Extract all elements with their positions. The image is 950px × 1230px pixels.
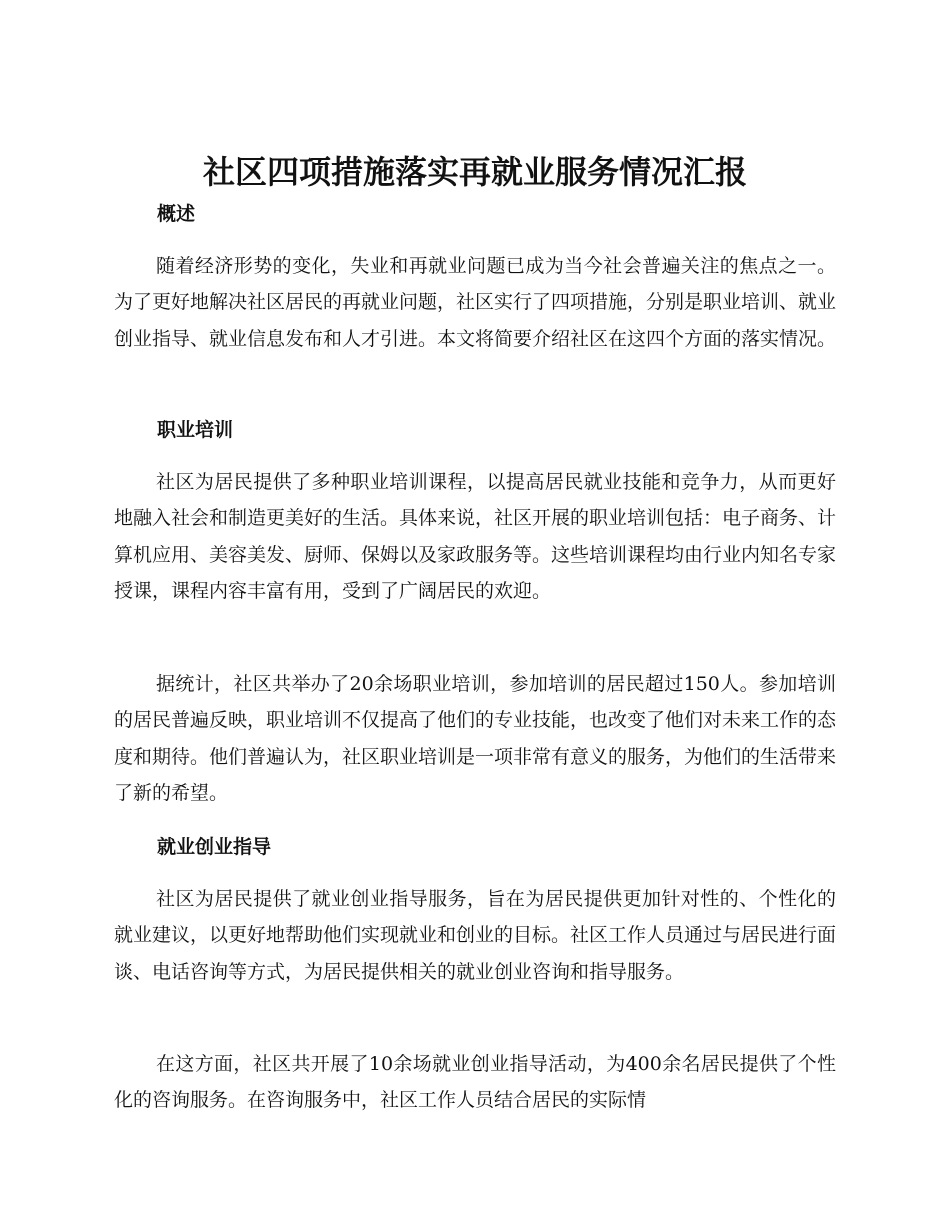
paragraph-guidance-2: 在这方面，社区共开展了10余场就业创业指导活动，为400余名居民提供了个性化的咨询服务。在咨询服务中，社区工作人员结合居民的实际情: [114, 1053, 836, 1112]
section-heading-employment-guidance: 就业创业指导: [157, 836, 272, 858]
paragraph-training-1: 社区为居民提供了多种职业培训课程，以提高居民就业技能和竞争力，从而更好地融入社会和制造更美好的生活。具体来说，社区开展的职业培训包括：电子商务、计算机应用、美容美发、厨师、保姆以及家政服务等。这些培训课程均由行业内知名专家授课，课程内容丰富有用，受到了广阔居民的欢迎。: [114, 471, 837, 602]
section-heading-overview: 概述: [157, 203, 196, 225]
paragraph-guidance-1: 社区为居民提供了就业创业指导服务，旨在为居民提供更加针对性的、个性化的就业建议，以更好地帮助他们实现就业和创业的目标。社区工作人员通过与居民进行面谈、电话咨询等方式，为居民提供相关的就业创业咨询和指导服务。: [114, 888, 837, 983]
section-heading-vocational-training: 职业培训: [157, 419, 234, 441]
document-title: 社区四项措施落实再就业服务情况汇报: [202, 153, 747, 191]
paragraph-training-2: 据统计，社区共举办了20余场职业培训，参加培训的居民超过150人。参加培训的居民普遍反映，职业培训不仅提高了他们的专业技能，也改变了他们对未来工作的态度和期待。他们普遍认为，社区职业培训是一项非常有意义的服务，为他们的生活带来了新的希望。: [114, 673, 837, 804]
paragraph-overview: 随着经济形势的变化，失业和再就业问题已成为当今社会普遍关注的焦点之一。为了更好地解决社区居民的再就业问题，社区实行了四项措施，分别是职业培训、就业创业指导、就业信息发布和人才引进。本文将简要介绍社区在这四个方面的落实情况。: [114, 255, 837, 350]
